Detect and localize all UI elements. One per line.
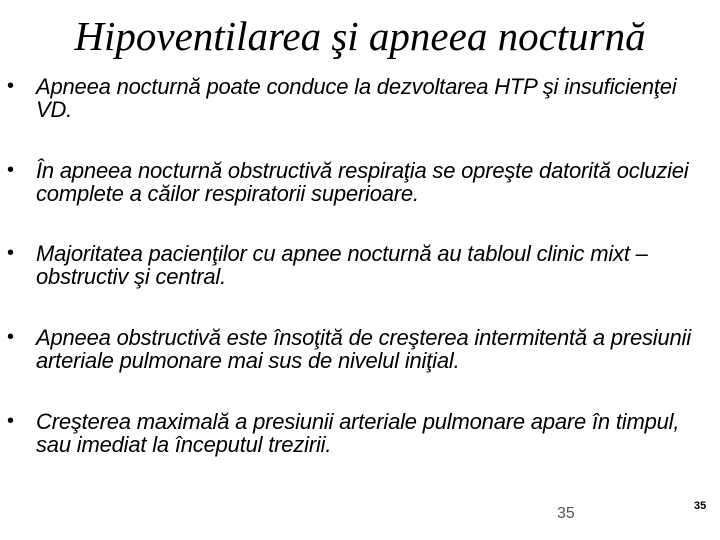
bullet-item bbox=[7, 325, 714, 373]
bullet-dot-icon: • bbox=[7, 75, 14, 97]
bullet-dot-icon: • bbox=[7, 242, 14, 264]
page-number: 35 bbox=[557, 505, 575, 522]
bullet-dot-icon: • bbox=[7, 410, 14, 432]
bullet-text: Majoritatea pacienţilor cu apnee nocturnă au tabloul clinic mixt – obstructiv şi central. bbox=[36, 241, 648, 289]
bullet-text: Creşterea maximală a presiunii arteriale pulmonare apare în timpul, sau imediat la începutul trezirii. bbox=[36, 409, 680, 457]
bullet-item bbox=[7, 158, 714, 206]
bullet-text: Apneea nocturnă poate conduce la dezvoltarea HTP şi insuficienţei VD. bbox=[36, 74, 677, 122]
bullet-text: Apneea obstructivă este însoţită de creşterea intermitentă a presiunii arteriale pulmonare mai sus de nivelul iniţial. bbox=[36, 325, 691, 373]
bullet-dot-icon: • bbox=[7, 159, 14, 181]
bullet-text: În apneea nocturnă obstructivă respiraţia se opreşte datorită ocluziei complete a căilor respiratorii superioare. bbox=[36, 158, 689, 206]
corner-page-number: 35 bbox=[694, 500, 707, 512]
bullet-dot-icon: • bbox=[7, 326, 14, 348]
bullet-item bbox=[7, 241, 714, 289]
bullet-item bbox=[7, 74, 714, 122]
bullet-item bbox=[7, 409, 714, 457]
slide-title: Hipoventilarea şi apneea nocturnă bbox=[74, 13, 646, 59]
